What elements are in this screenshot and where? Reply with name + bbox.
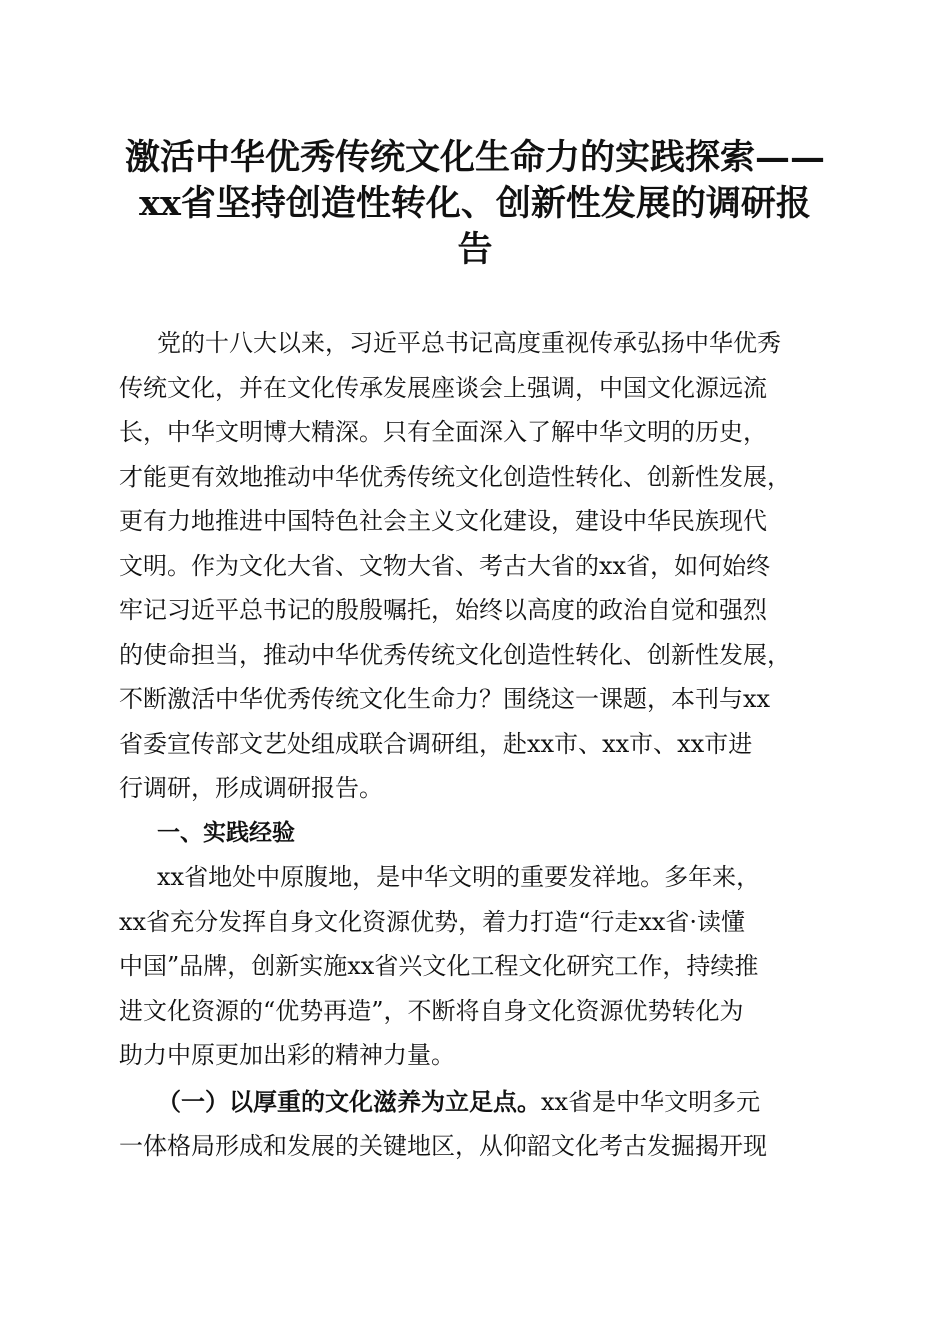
subsection-lead: （一）以厚重的文化滋养为立足点。: [157, 1086, 541, 1116]
subsection-lead-rest: xx省是中华文明多元: [541, 1087, 761, 1116]
section-line: 助力中原更加出彩的精神力量。: [119, 1041, 455, 1069]
section-heading: 一、实践经验: [157, 819, 295, 846]
intro-line: 更有力地推进中国特色社会主义文化建设，建设中华民族现代: [119, 507, 767, 535]
intro-line: 文明。作为文化大省、文物大省、考古大省的xx省，如何始终: [119, 551, 771, 580]
intro-line: 省委宣传部文艺处组成联合调研组，赴xx市、xx市、xx市进: [119, 729, 753, 758]
title-line-2: xx省坚持创造性转化、创新性发展的调研报: [139, 183, 811, 224]
intro-line: 行调研，形成调研报告。: [119, 774, 383, 802]
intro-paragraph: [119, 321, 831, 811]
intro-line: 才能更有效地推动中华优秀传统文化创造性转化、创新性发展，: [119, 462, 791, 491]
document-title: [110, 135, 840, 273]
subsection-line: 一体格局形成和发展的关键地区，从仰韶文化考古发掘揭开现: [119, 1132, 767, 1160]
title-line-3: 告: [457, 229, 493, 270]
intro-line: 传统文化，并在文化传承发展座谈会上强调，中国文化源远流: [119, 373, 767, 402]
intro-line: 长，中华文明博大精深。只有全面深入了解中华文明的历史，: [119, 418, 767, 446]
section-line: xx省充分发挥自身文化资源优势，着力打造“行走xx省·读懂: [119, 907, 746, 936]
intro-line: 不断激活中华优秀传统文化生命力？围绕这一课题，本刊与xx: [119, 685, 771, 713]
section-line: 中国”品牌，创新实施xx省兴文化工程文化研究工作，持续推: [119, 952, 759, 980]
subsection-first-line: [119, 1080, 831, 1125]
section-paragraph: [119, 855, 831, 1078]
intro-line: 党的十八大以来，习近平总书记高度重视传承弘扬中华优秀: [157, 329, 781, 357]
section-line: 进文化资源的“优势再造”，不断将自身文化资源优势转化为: [119, 996, 744, 1025]
section-line: xx省地处中原腹地，是中华文明的重要发祥地。多年来，: [157, 863, 761, 891]
document-body: [119, 321, 831, 1169]
intro-line: 牢记习近平总书记的殷殷嘱托，始终以高度的政治自觉和强烈: [119, 596, 767, 624]
intro-line: 的使命担当，推动中华优秀传统文化创造性转化、创新性发展，: [119, 640, 791, 669]
title-line-1: 激活中华优秀传统文化生命力的实践探索——: [124, 137, 825, 178]
subsection-paragraph: [119, 1080, 831, 1169]
